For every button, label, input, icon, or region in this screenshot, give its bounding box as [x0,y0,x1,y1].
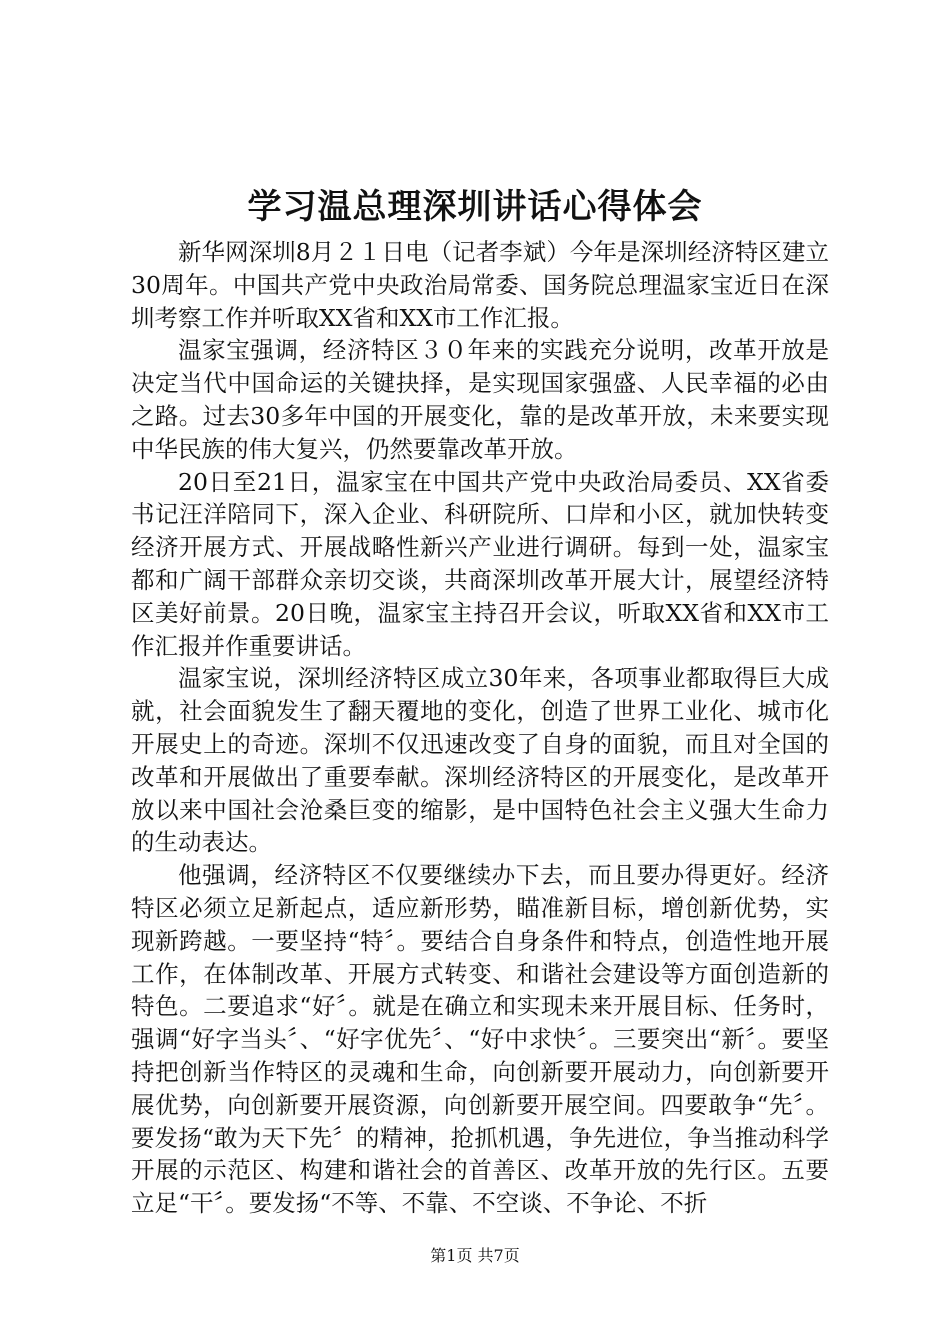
page-footer: 第1页 共7页 [430,1246,520,1265]
paragraph-3: 20日至21日，温家宝在中国共产党中央政治局委员、XX省委书记汪洋陪同下，深入企业、科研院所、口岸和小区，就加快转变经济开展方式、开展战略性新兴产业进行调研。每到一处，温家宝都和广阔干部群众亲切交谈，共商深圳改革开展大计，展望经济特区美好前景。20日晚，温家宝主持召开会议，听取XX省和XX市工作汇报并作重要讲话。 [131,467,829,660]
paragraph-1: 新华网深圳8月２１日电（记者李斌）今年是深圳经济特区建立30周年。中国共产党中央政治局常委、国务院总理温家宝近日在深圳考察工作并听取XX省和XX市工作汇报。 [131,238,829,332]
paragraph-5: 他强调，经济特区不仅要继续办下去，而且要办得更好。经济特区必须立足新起点，适应新形势，瞄准新目标，增创新优势，实现新跨越。一要坚持“特〞。要结合自身条件和特点，创造性地开展工作，在体制改革、开展方式转变、和谐社会建设等方面创造新的特色。二要追求“好〞。就是在确立和实现未来开展目标、任务时，强调“好字当头〞、“好字优先〞、“好中求快〞。三要突出“新〞。要坚持把创新当作特区的灵魂和生命，向创新要开展动力，向创新要开展优势，向创新要开展资源，向创新要开展空间。四要敢争“先〞。要发扬“敢为天下先〞的精神，抢抓机遇，争先进位，争当推动科学开展的示范区、构建和谐社会的首善区、改革开放的先行区。五要立足“干〞。要发扬“不等、不靠、不空谈、不争论、不折 [131,861,829,1218]
document-body [131,236,829,1220]
paragraph-2: 温家宝强调，经济特区３０年来的实践充分说明，改革开放是决定当代中国命运的关键抉择，是实现国家强盛、人民幸福的必由之路。过去30多年中国的开展变化，靠的是改革开放，未来要实现中华民族的伟大复兴，仍然要靠改革开放。 [131,336,829,463]
document-title: 学习温总理深圳讲话心得体会 [247,187,703,227]
paragraph-4: 温家宝说，深圳经济特区成立30年来，各项事业都取得巨大成就，社会面貌发生了翻天覆地的变化，创造了世界工业化、城市化开展史上的奇迹。深圳不仅迅速改变了自身的面貌，而且对全国的改革和开展做出了重要奉献。深圳经济特区的开展变化，是改革开放以来中国社会沧桑巨变的缩影，是中国特色社会主义强大生命力的生动表达。 [131,664,829,857]
